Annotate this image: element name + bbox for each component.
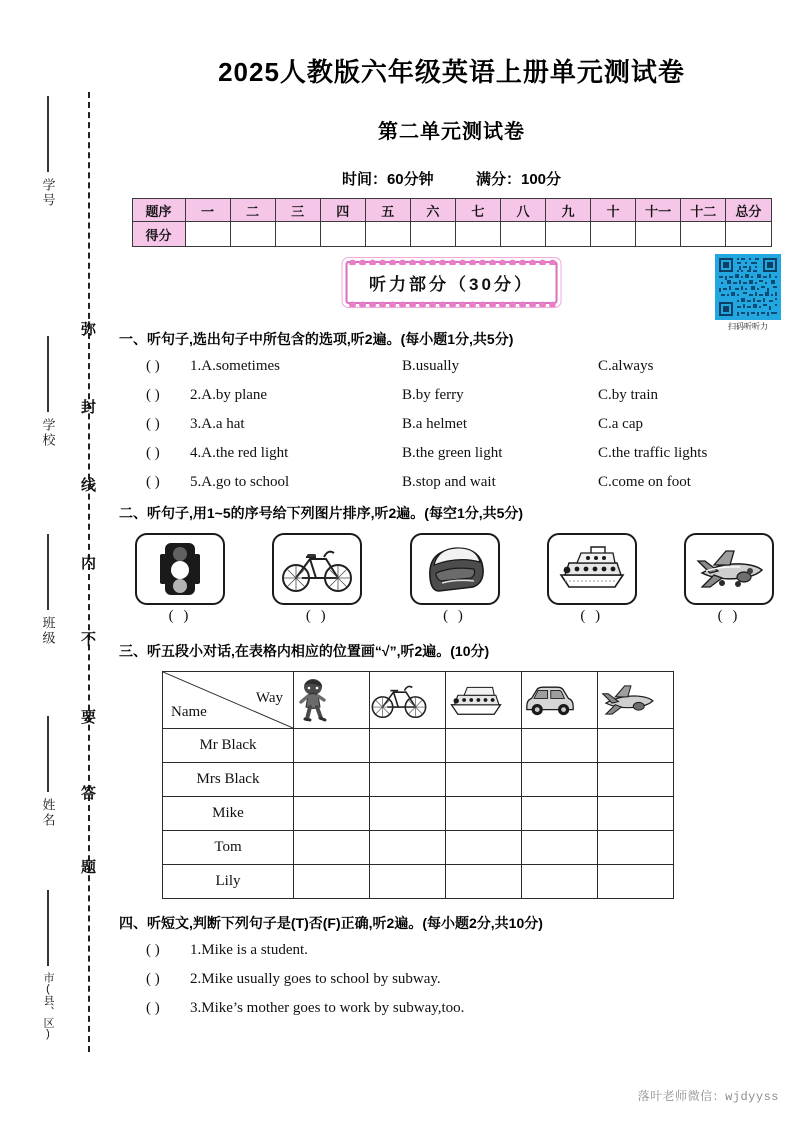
seal-margin: [0, 0, 110, 1122]
traffic-light-icon: [158, 540, 202, 598]
way-cell[interactable]: [598, 763, 674, 797]
score-col-8: 八: [500, 199, 545, 222]
score-col-3: 三: [275, 199, 320, 222]
option-c-text[interactable]: C.always: [598, 358, 654, 374]
answer-blank[interactable]: ( ): [146, 358, 160, 374]
score-col-total: 总分: [726, 199, 771, 222]
seal-char-3: 内: [80, 555, 97, 572]
exam-sheet: [110, 0, 793, 1122]
car-icon: [522, 682, 578, 718]
way-cell[interactable]: [370, 729, 446, 763]
score-cell-12[interactable]: [681, 222, 726, 247]
option-c-text[interactable]: C.the traffic lights: [598, 445, 708, 461]
question-number: 2.: [190, 971, 202, 987]
score-table-row-label: 题序: [132, 199, 185, 222]
section-4-questions: [110, 942, 793, 1017]
seal-char-1: 封: [80, 399, 97, 416]
option-b-text[interactable]: B.usually: [402, 358, 460, 374]
field-label-text: 学号: [40, 178, 56, 208]
way-cell[interactable]: [522, 797, 598, 831]
section-2-heading: 二、听句子,用1~5的序号给下列图片排序,听2遍。(每空1分,共5分): [119, 505, 524, 521]
field-rule-line: [47, 336, 49, 412]
way-row-name: Lily: [163, 865, 294, 899]
way-cell[interactable]: [522, 865, 598, 899]
way-table: [162, 671, 674, 899]
picture-box: [272, 533, 362, 605]
option-a-text[interactable]: A.a hat: [201, 416, 245, 432]
question-row: [110, 416, 793, 433]
field-rule-line: [47, 890, 49, 966]
option-b-text[interactable]: B.the green light: [402, 445, 503, 461]
way-cell[interactable]: [370, 797, 446, 831]
listening-banner-row: [110, 261, 793, 315]
score-col-6: 六: [410, 199, 455, 222]
score-cell-8[interactable]: [500, 222, 545, 247]
way-cell[interactable]: [522, 831, 598, 865]
option-b-text[interactable]: B.by ferry: [402, 387, 464, 403]
picture-item: [409, 533, 501, 625]
way-cell[interactable]: [294, 763, 370, 797]
score-col-5: 五: [365, 199, 410, 222]
picture-item: [271, 533, 363, 625]
way-cell[interactable]: [446, 763, 522, 797]
section-4-heading: 四、听短文,判断下列句子是(T)否(F)正确,听2遍。(每小题2分,共10分): [119, 915, 543, 931]
score-col-10: 十: [591, 199, 636, 222]
score-col-9: 九: [546, 199, 591, 222]
page-title: 2025人教版六年级英语上册单元测试卷: [218, 57, 685, 87]
seal-char-2: 线: [80, 477, 97, 494]
answer-blank[interactable]: ( ): [146, 971, 160, 987]
score-col-4: 四: [320, 199, 365, 222]
score-table-wrap: [132, 198, 772, 247]
question-number: 2.: [190, 387, 202, 403]
picture-ordering-row: [134, 533, 775, 625]
picture-order-blank[interactable]: ( ): [580, 608, 604, 624]
way-cell[interactable]: [522, 729, 598, 763]
field-city-county[interactable]: [26, 890, 70, 1045]
listening-banner: [345, 261, 558, 304]
score-table-value-row: [132, 222, 771, 247]
way-table-corner-cell: [163, 672, 294, 729]
way-cell[interactable]: [370, 763, 446, 797]
option-c-text[interactable]: C.come on foot: [598, 474, 691, 490]
score-col-1: 一: [185, 199, 230, 222]
score-col-2: 二: [230, 199, 275, 222]
field-rule-line: [47, 534, 49, 610]
answer-blank[interactable]: ( ): [146, 474, 160, 490]
banner-scallop-top: [347, 258, 556, 265]
option-a-text[interactable]: A.sometimes: [201, 358, 280, 374]
question-row: [110, 358, 793, 375]
way-cell[interactable]: [446, 831, 522, 865]
score-cell-2[interactable]: [230, 222, 275, 247]
way-cell[interactable]: [294, 729, 370, 763]
score-col-7: 七: [455, 199, 500, 222]
footer-credit: [638, 1087, 779, 1104]
field-rule-line: [47, 716, 49, 792]
picture-box: [135, 533, 225, 605]
option-b-text[interactable]: B.stop and wait: [402, 474, 496, 490]
table-row: [163, 797, 674, 831]
way-cell[interactable]: [294, 865, 370, 899]
field-label-text: 学校: [40, 418, 56, 448]
score-col-12: 十二: [681, 199, 726, 222]
question-row: [110, 942, 793, 959]
question-number: 5.: [190, 474, 202, 490]
way-cell[interactable]: [370, 831, 446, 865]
question-number: 4.: [190, 445, 202, 461]
seal-char-7: 题: [80, 859, 97, 876]
way-cell[interactable]: [370, 865, 446, 899]
way-header-bike: [370, 672, 446, 729]
question-row: [110, 387, 793, 404]
way-cell[interactable]: [446, 865, 522, 899]
section-1-heading: 一、听句子,选出句子中所包含的选项,听2遍。(每小题1分,共5分): [119, 331, 514, 347]
footer-wechat-id: wjdyyss: [725, 1090, 779, 1104]
airplane-icon: [692, 545, 766, 593]
way-row-name: Mrs Black: [163, 763, 294, 797]
time-label: 时间：60分钟: [341, 171, 434, 188]
picture-order-blank[interactable]: ( ): [168, 608, 192, 624]
score-table: [132, 198, 772, 247]
picture-item: [683, 533, 775, 625]
picture-box: [410, 533, 500, 605]
way-cell[interactable]: [522, 763, 598, 797]
way-cell[interactable]: [598, 797, 674, 831]
section-1-questions: [110, 358, 793, 491]
score-cell-3[interactable]: [275, 222, 320, 247]
way-cell[interactable]: [294, 797, 370, 831]
corner-label-name: Name: [171, 704, 207, 720]
field-school[interactable]: [26, 336, 70, 453]
field-class[interactable]: [26, 534, 70, 651]
question-row: [110, 1000, 793, 1017]
option-a: [190, 416, 402, 433]
score-cell-5[interactable]: [365, 222, 410, 247]
score-cell-10[interactable]: [591, 222, 636, 247]
option-b-text[interactable]: B.a helmet: [402, 416, 467, 432]
way-cell[interactable]: [598, 831, 674, 865]
ferry-icon: [446, 681, 506, 719]
section-3-heading: 三、听五段小对话,在表格内相应的位置画“√”,听2遍。(10分): [119, 643, 490, 659]
listening-banner-text: 听力部分（30分）: [369, 275, 534, 294]
answer-blank[interactable]: ( ): [146, 942, 160, 958]
question-number: 1.: [190, 358, 202, 374]
way-row-name: Mike: [163, 797, 294, 831]
option-a-text[interactable]: A.the red light: [201, 445, 289, 461]
answer-blank[interactable]: ( ): [146, 387, 160, 403]
table-row: [163, 865, 674, 899]
field-label-text: 班级: [40, 616, 56, 646]
full-score-label: 满分：100分: [476, 171, 562, 188]
field-label-text: 姓名: [40, 798, 56, 828]
answer-blank[interactable]: ( ): [146, 445, 160, 461]
exam-meta: [110, 168, 793, 189]
picture-box: [547, 533, 637, 605]
table-row: [163, 729, 674, 763]
score-cell-4[interactable]: [320, 222, 365, 247]
way-cell[interactable]: [446, 797, 522, 831]
question-text: Mike’s mother goes to work by subway,too.: [201, 1000, 465, 1016]
option-a-text[interactable]: A.by plane: [201, 387, 268, 403]
option-a: [190, 445, 402, 462]
score-cell-7[interactable]: [455, 222, 500, 247]
way-row-name: Mr Black: [163, 729, 294, 763]
option-a: [190, 358, 402, 375]
score-col-11: 十一: [636, 199, 681, 222]
way-header-ferry: [446, 672, 522, 729]
bicycle-icon: [280, 545, 354, 593]
picture-order-blank[interactable]: ( ): [717, 608, 741, 624]
score-cell-11[interactable]: [636, 222, 681, 247]
footer-prefix: 落叶老师微信：: [637, 1089, 726, 1103]
way-table-header-row: [163, 672, 674, 729]
way-table-wrap: [162, 671, 674, 899]
airplane-icon: [598, 681, 656, 719]
field-rule-line: [47, 96, 49, 172]
way-cell[interactable]: [294, 831, 370, 865]
picture-item: [546, 533, 638, 625]
way-cell[interactable]: [446, 729, 522, 763]
way-cell[interactable]: [598, 865, 674, 899]
way-cell[interactable]: [598, 729, 674, 763]
picture-order-blank[interactable]: ( ): [305, 608, 329, 624]
field-student-id[interactable]: [26, 96, 70, 213]
banner-scallop-bottom: [347, 300, 556, 307]
question-number: 1.: [190, 942, 202, 958]
field-label-text: 市(县、区): [42, 972, 54, 1040]
ferry-icon: [555, 545, 629, 593]
score-cell-6[interactable]: [410, 222, 455, 247]
way-header-car: [522, 672, 598, 729]
option-a-text[interactable]: A.go to school: [201, 474, 290, 490]
page-subtitle: 第二单元测试卷: [378, 121, 525, 143]
way-row-name: Tom: [163, 831, 294, 865]
question-number: 3.: [190, 1000, 202, 1016]
question-row: [110, 971, 793, 988]
score-cell-1[interactable]: [185, 222, 230, 247]
question-text: Mike is a student.: [201, 942, 308, 958]
option-c-text[interactable]: C.a cap: [598, 416, 643, 432]
question-number: 3.: [190, 416, 202, 432]
question-row: [110, 445, 793, 462]
seal-char-4: 不: [80, 631, 97, 648]
seal-char-5: 要: [80, 709, 97, 726]
table-row: [163, 831, 674, 865]
qr-code-icon[interactable]: [715, 254, 781, 320]
seal-char-6: 答: [80, 785, 97, 802]
qr-code-caption: 扫码听听力: [728, 322, 768, 331]
seal-char-0: 弥: [80, 321, 97, 338]
picture-item: [134, 533, 226, 625]
bicycle-icon: [370, 681, 428, 719]
table-row: [163, 763, 674, 797]
way-header-plane: [598, 672, 674, 729]
field-name[interactable]: [26, 716, 70, 833]
option-c-text[interactable]: C.by train: [598, 387, 658, 403]
score-table-header-row: [132, 199, 771, 222]
picture-box: [684, 533, 774, 605]
way-header-walk: [294, 672, 370, 729]
option-a: [190, 474, 402, 491]
question-row: [110, 474, 793, 491]
corner-label-way: Way: [255, 690, 283, 706]
answer-blank[interactable]: ( ): [146, 416, 160, 432]
answer-blank[interactable]: ( ): [146, 1000, 160, 1016]
picture-order-blank[interactable]: ( ): [443, 608, 466, 624]
score-cell-9[interactable]: [546, 222, 591, 247]
score-table-row-label-2: 得分: [132, 222, 185, 247]
question-text: Mike usually goes to school by subway.: [201, 971, 441, 987]
option-a: [190, 387, 402, 404]
score-cell-total[interactable]: [726, 222, 771, 247]
helmet-icon: [422, 543, 488, 595]
qr-code-block[interactable]: [711, 254, 785, 332]
walking-boy-icon: [294, 678, 332, 722]
